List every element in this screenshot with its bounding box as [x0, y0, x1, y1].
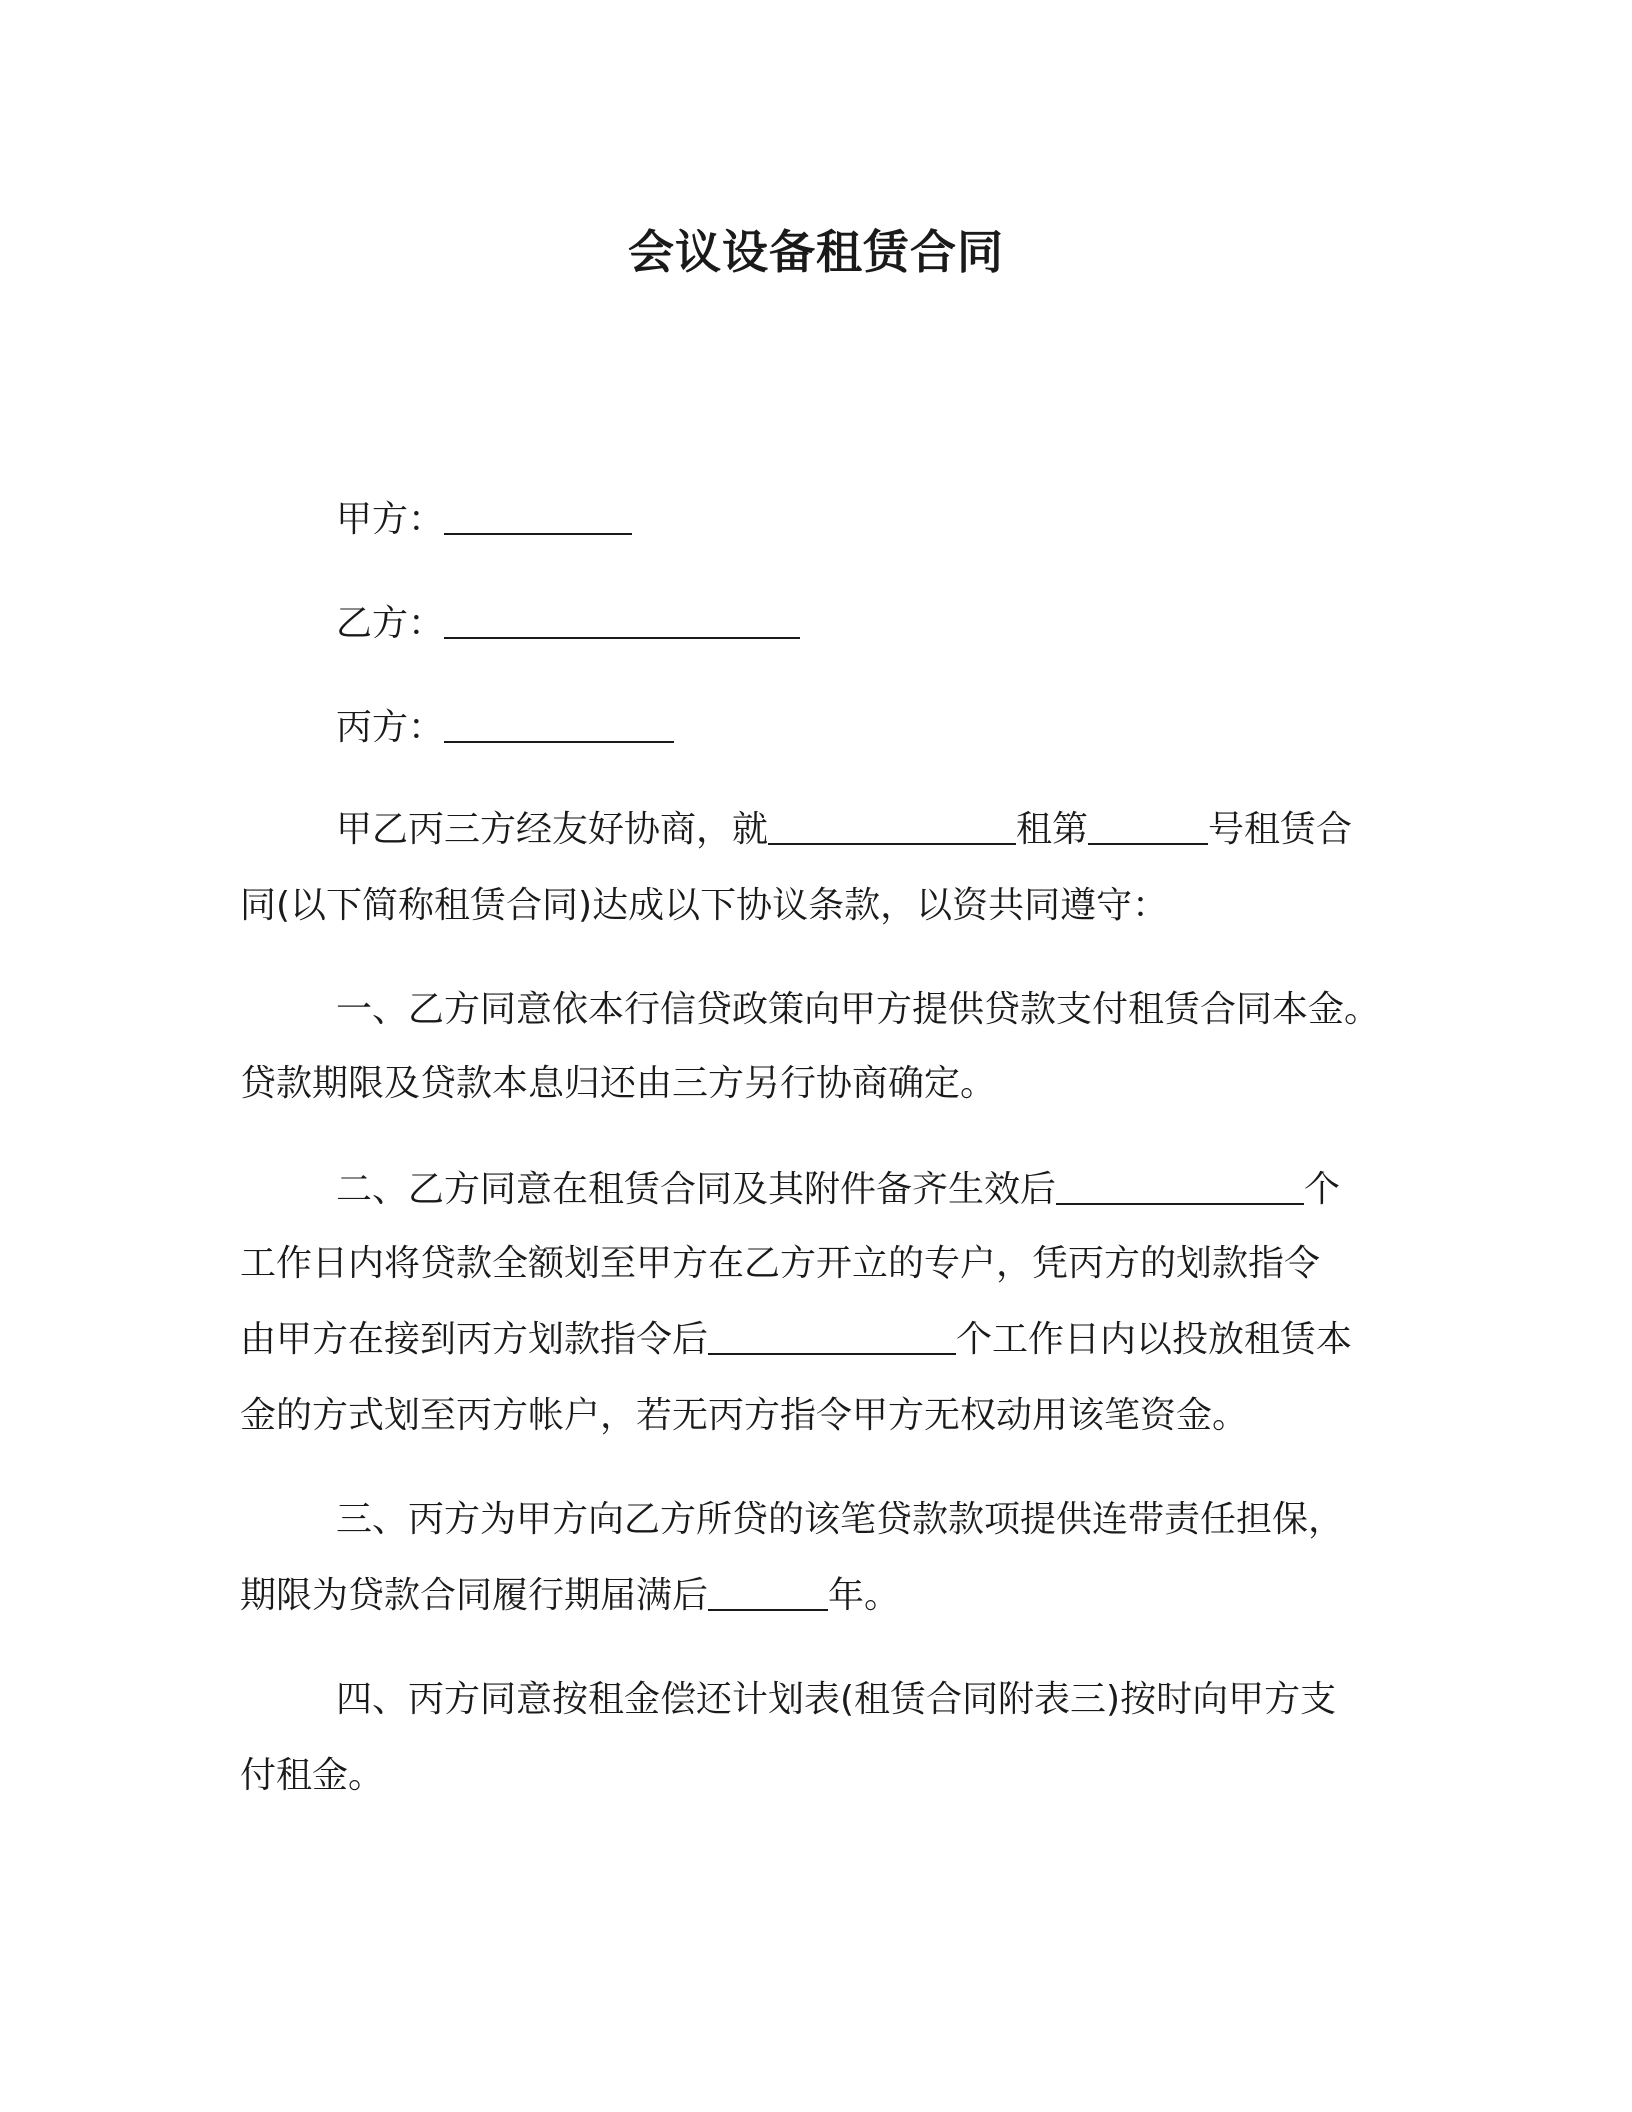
party-b-label: 乙方： [336, 603, 445, 644]
clause-2-line-3 [240, 1316, 1352, 1364]
clause-2-blank-a [1056, 1173, 1304, 1205]
party-a-blank [444, 503, 632, 535]
intro-line-1 [336, 806, 1352, 854]
clause-3-text-a: 期限为贷款合同履行期届满后 [240, 1575, 709, 1616]
clause-4-line-1: 四、丙方同意按租金偿还计划表(租赁合同附表三)按时向甲方支 [336, 1679, 1337, 1720]
clause-2-text-b: 个 [1304, 1169, 1341, 1210]
clause-2-line-4: 金的方式划至丙方帐户，若无丙方指令甲方无权动用该笔资金。 [240, 1395, 1249, 1436]
intro-text-b: 租第 [1016, 809, 1089, 850]
clause-3-line-1: 三、丙方为甲方向乙方所贷的该笔贷款款项提供连带责任担保， [336, 1499, 1345, 1540]
party-a-line [336, 496, 632, 544]
clause-2-line-2: 工作日内将贷款全额划至甲方在乙方开立的专户，凭丙方的划款指令 [240, 1243, 1321, 1284]
clause-3-blank [708, 1579, 828, 1611]
intro-line-2: 同(以下简称租赁合同)达成以下协议条款，以资共同遵守： [240, 885, 1169, 926]
intro-blank-a [768, 813, 1016, 845]
party-a-label: 甲方： [336, 499, 445, 540]
intro-text-c: 号租赁合 [1208, 809, 1353, 850]
clause-2-text-d: 个工作日内以投放租赁本 [956, 1319, 1353, 1360]
clause-3-line-2 [240, 1572, 900, 1620]
party-b-line [336, 600, 800, 648]
party-c-blank [444, 711, 674, 743]
clause-3-text-b: 年。 [828, 1575, 901, 1616]
document-title: 会议设备租赁合同 [628, 225, 1004, 279]
party-c-line [336, 704, 674, 752]
clause-2-line-1 [336, 1166, 1340, 1214]
party-b-blank [444, 607, 800, 639]
party-c-label: 丙方： [336, 707, 445, 748]
clause-4-line-2: 付租金。 [240, 1755, 385, 1796]
clause-1-line-2: 贷款期限及贷款本息归还由三方另行协商确定。 [240, 1063, 997, 1104]
intro-blank-b [1088, 813, 1208, 845]
clause-2-text-c: 由甲方在接到丙方划款指令后 [240, 1319, 709, 1360]
clause-2-blank-b [708, 1323, 956, 1355]
clause-1-line-1: 一、乙方同意依本行信贷政策向甲方提供贷款支付租赁合同本金。 [336, 989, 1381, 1030]
clause-2-text-a: 二、乙方同意在租赁合同及其附件备齐生效后 [336, 1169, 1057, 1210]
intro-text-a: 甲乙丙三方经友好协商，就 [336, 809, 769, 850]
